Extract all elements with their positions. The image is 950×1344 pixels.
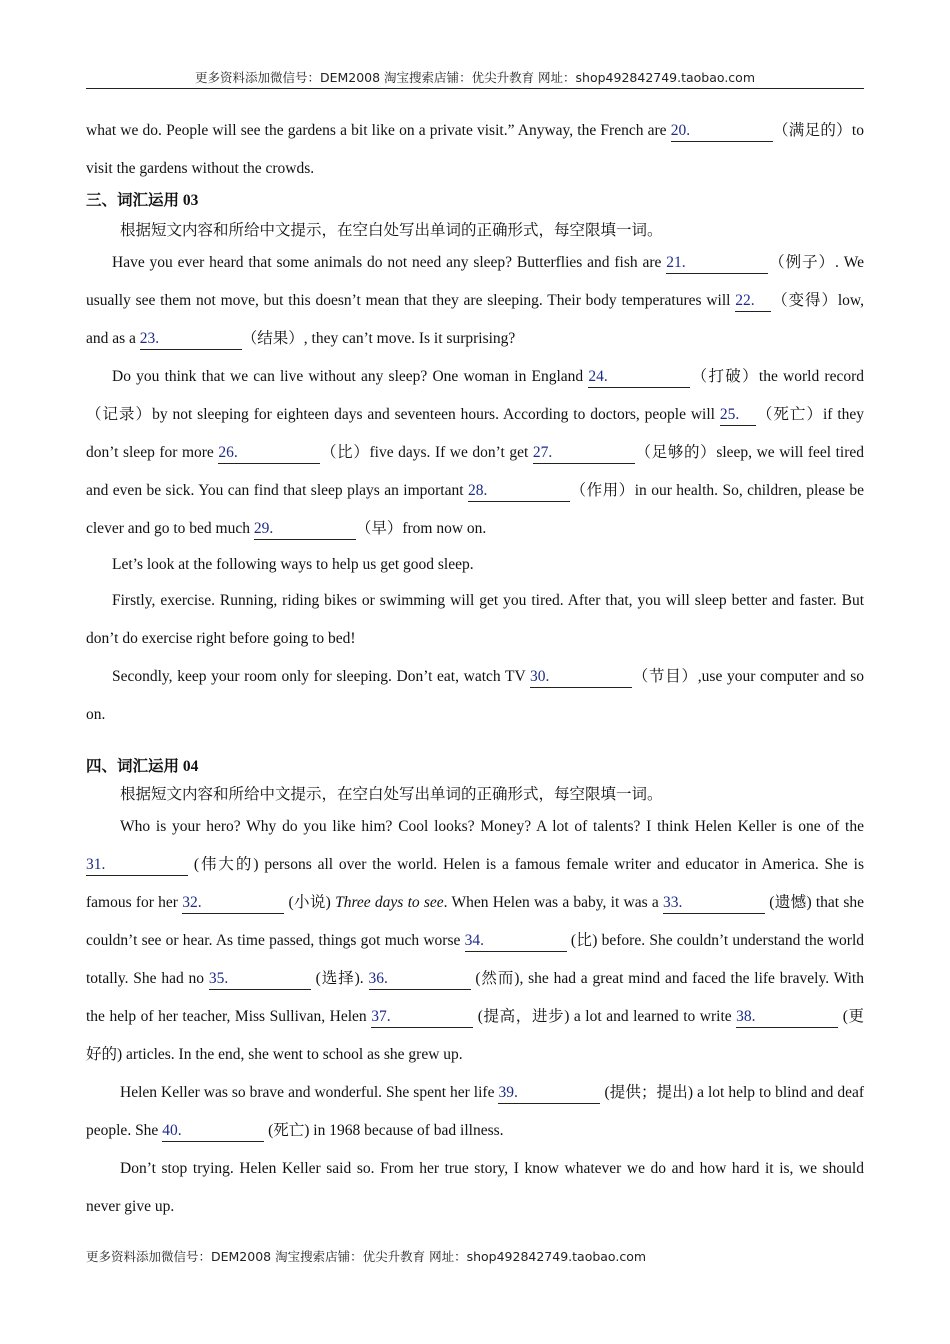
section-spacer (86, 734, 864, 754)
s4-paragraph-2 (86, 1074, 864, 1150)
blank-26[interactable]: 26. (218, 443, 320, 464)
section-instruction-03: 根据短文内容和所给中文提示，在空白处写出单词的正确形式，每空限填一词。 (120, 222, 663, 239)
s4-paragraph-3: Don’t stop trying. Helen Keller said so. From her true story, I know whatever we do and how hard it is, we should never give up. (86, 1160, 864, 1215)
text: （打破）the world record（记录）by not sleeping for eighteen days and seventeen hours. According to doctors, people will (86, 368, 864, 423)
text: （作用）in our health. So, children, please be clever and go to bed much (86, 482, 864, 537)
section-heading-04: 四、词汇运用 04 (86, 758, 199, 775)
blank-28[interactable]: 28. (468, 481, 570, 502)
text: (更好的) articles. In the end, she went to school as she grew up. (86, 1008, 864, 1063)
text: （变得）low, and as a (86, 292, 864, 347)
s3-paragraph-1 (86, 244, 864, 358)
text: (遗憾) that she couldn’t see or hear. As time passed, things got much worse (86, 894, 865, 949)
text: Helen Keller was so brave and wonderful. She spent her life (120, 1084, 499, 1101)
blank-20[interactable]: 20. (671, 121, 773, 142)
blank-21[interactable]: 21. (666, 253, 768, 274)
text: (提高，进步) a lot and learned to write (473, 1008, 737, 1025)
text: （结果）, they can’t move. Is it surprising? (241, 330, 516, 347)
text: （比）five days. If we don’t get (320, 444, 533, 461)
s3-paragraph-4: Firstly, exercise. Running, riding bikes or swimming will get you tired. After that, you will sleep better and faster. But don’t do exercise right before going to bed! (86, 592, 864, 647)
section-heading-03: 三、词汇运用 03 (86, 192, 199, 209)
text: Have you ever heard that some animals do not need any sleep? Butterflies and fish are (112, 254, 667, 271)
page-header: 更多资料添加微信号：DEM2008 淘宝搜索店铺：优尖升教育 网址：shop492842749.taobao.com (194, 70, 756, 85)
blank-40[interactable]: 40. (162, 1121, 264, 1142)
text: （节目）,use your computer and so on. (86, 668, 864, 723)
blank-37[interactable]: 37. (371, 1007, 473, 1028)
book-title: Three days to see (335, 894, 444, 911)
blank-32[interactable]: 32. (182, 893, 284, 914)
blank-24[interactable]: 24. (588, 367, 690, 388)
s3-paragraph-2 (86, 358, 864, 548)
blank-34[interactable]: 34. (465, 931, 567, 952)
text: (然而), she had a great mind and faced the life bravely. With the help of her teacher, Miss Sullivan, Helen (86, 970, 864, 1025)
text: Secondly, keep your room only for sleeping. Don’t eat, watch TV (112, 668, 531, 685)
s3-paragraph-5 (86, 658, 864, 734)
blank-22[interactable]: 22. (735, 291, 771, 312)
text: （例子）. We usually see them not move, but this doesn’t mean that they are sleeping. Their body temperatures will (86, 254, 864, 309)
text: (选择). (310, 970, 369, 987)
text: （死亡）if they don’t sleep for more (86, 406, 865, 461)
blank-25[interactable]: 25. (720, 405, 756, 426)
blank-27[interactable]: 27. (533, 443, 635, 464)
intro-paragraph (86, 112, 864, 188)
header-divider (86, 88, 864, 89)
text: Do you think that we can live without any sleep? One woman in England (112, 368, 589, 385)
blank-35[interactable]: 35. (209, 969, 311, 990)
blank-36[interactable]: 36. (369, 969, 471, 990)
text: Who is your hero? Why do you like him? Cool looks? Money? A lot of talents? I think Helen Keller is one of the (120, 818, 864, 835)
section-instruction-04: 根据短文内容和所给中文提示，在空白处写出单词的正确形式，每空限填一词。 (120, 786, 663, 803)
blank-33[interactable]: 33. (663, 893, 765, 914)
text: （满足的）to visit the gardens without the crowds. (86, 122, 864, 177)
text: （足够的）sleep, we will feel tired and even be sick. You can find that sleep plays an important (86, 444, 865, 499)
s4-paragraph-1 (86, 808, 864, 1074)
text: . When Helen was a baby, it was a (443, 894, 663, 911)
text: (死亡) in 1968 because of bad illness. (264, 1122, 504, 1139)
text: (小说) (284, 894, 336, 911)
blank-39[interactable]: 39. (498, 1083, 600, 1104)
text: what we do. People will see the gardens a bit like on a private visit.” Anyway, the French are (86, 122, 671, 139)
page-footer: 更多资料添加微信号：DEM2008 淘宝搜索店铺：优尖升教育 网址：shop492842749.taobao.com (86, 1249, 647, 1264)
blank-30[interactable]: 30. (530, 667, 632, 688)
text: (提供；提出) a lot help to blind and deaf people. She (86, 1084, 864, 1139)
document-body (86, 112, 864, 1226)
blank-38[interactable]: 38. (736, 1007, 838, 1028)
blank-29[interactable]: 29. (254, 519, 356, 540)
text: （早）from now on. (355, 520, 487, 537)
blank-31[interactable]: 31. (86, 855, 188, 876)
text: (伟大的) persons all over the world. Helen is a famous female writer and educator in America. She is famous for her (86, 856, 864, 911)
s3-paragraph-3: Let’s look at the following ways to help us get good sleep. (112, 556, 474, 573)
blank-23[interactable]: 23. (140, 329, 242, 350)
text: (比) before. She couldn’t understand the world totally. She had no (86, 932, 864, 987)
